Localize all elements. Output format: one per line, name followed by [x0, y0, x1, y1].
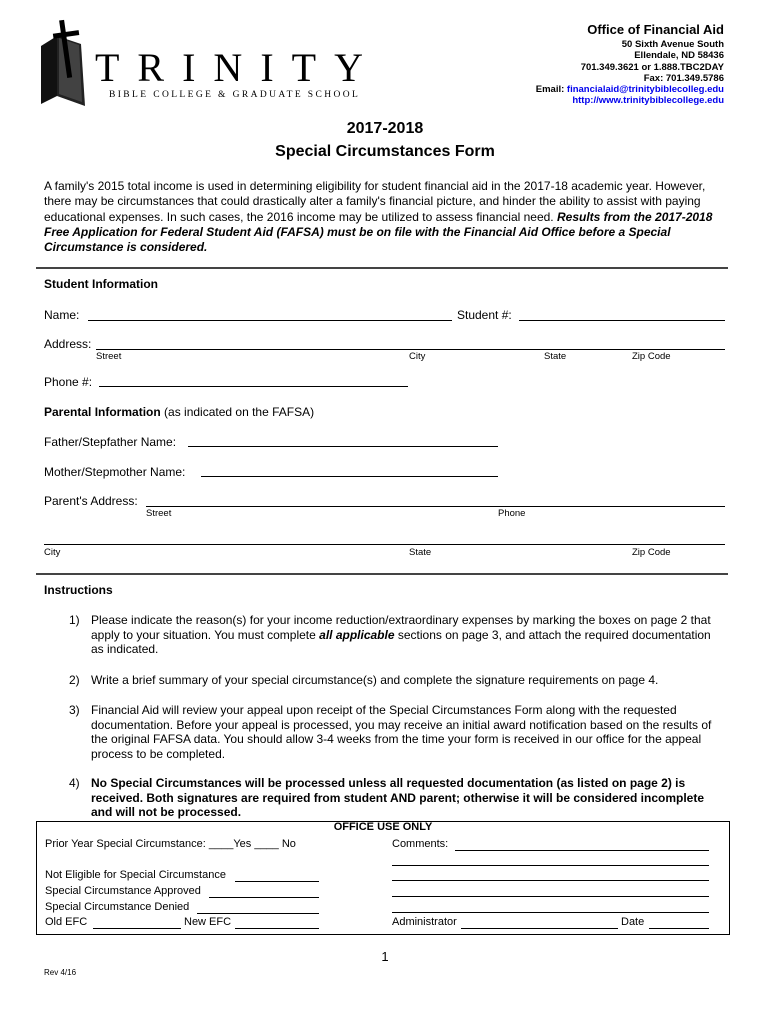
student-info-heading: Student Information [44, 277, 158, 291]
comments-label: Comments: [392, 838, 449, 850]
name-label: Name: [44, 308, 80, 322]
comments-line-1[interactable] [455, 850, 709, 851]
parent-address-field[interactable] [146, 506, 725, 507]
form-year: 2017-2018 [346, 120, 424, 137]
comments-line-3[interactable] [392, 880, 709, 881]
instruction-number: 2) [69, 673, 80, 687]
state-caption: State [544, 351, 567, 362]
intro-paragraph [44, 179, 724, 255]
mother-name-field[interactable] [201, 476, 498, 477]
instructions-heading: Instructions [44, 583, 113, 597]
father-label: Father/Stepfather Name: [44, 435, 177, 449]
instruction-text: No Special Circumstances will be processed unless all requested documentation (as listed on page 2) is received. Both signatures are required from student AND parent; otherwise it will be considered incomplete and will not be processed. [91, 776, 705, 820]
approved-label: Special Circumstance Approved [45, 885, 201, 897]
comments-line-2[interactable] [392, 865, 709, 866]
administrator-field[interactable] [461, 928, 618, 929]
parent-info-heading-row [44, 405, 314, 419]
parent-address-label: Parent's Address: [44, 494, 138, 508]
instruction-text-cont: sections on page 3, and attach the required documentation as indicated. [91, 627, 711, 657]
instruction-text: Financial Aid will review your appeal upon receipt of the Special Circumstances Form along with the requested documentation. Before your appeal is processed, you may receive an initial award notification based on the results of the original FAFSA data. You should allow 3-4 weeks from the time your form is received in our office for the appeal process to be completed. [91, 703, 712, 761]
office-use-heading: OFFICE USE ONLY [333, 821, 433, 833]
intro-text: A family's 2015 total income is used in determining eligibility for student financial aid in the 2017-18 academic year. However, there may be circumstances that could drastically alter a family's financial picture, and hinder the ability to assist with paying educational expenses. In such cases, the 2016 income may be utilized to assess financial need. [44, 179, 706, 224]
denied-field[interactable] [197, 913, 319, 914]
mother-label: Mother/Stepmother Name: [44, 465, 186, 479]
old-efc-field[interactable] [93, 928, 181, 929]
parent-zip-caption: Zip Code [632, 547, 671, 558]
form-title: Special Circumstances Form [275, 143, 495, 160]
new-efc-field[interactable] [235, 928, 319, 929]
comments-line-5[interactable] [392, 912, 709, 913]
logo-word: TRINITY [95, 45, 381, 90]
office-use-box [36, 821, 730, 935]
office-contact [424, 39, 724, 107]
instruction-item [69, 673, 724, 688]
parent-city-field[interactable] [44, 544, 725, 545]
parent-state-caption: State [409, 547, 432, 558]
divider [36, 267, 728, 269]
office-address-1: 50 Sixth Avenue South [621, 39, 724, 50]
instruction-item [69, 613, 724, 657]
comments-line-4[interactable] [392, 896, 709, 897]
parent-info-heading: Parental Information [44, 405, 161, 419]
instruction-item [69, 703, 724, 761]
new-efc-label: New EFC [184, 916, 232, 928]
instruction-number: 1) [69, 613, 80, 627]
date-label: Date [621, 916, 645, 928]
father-name-field[interactable] [188, 446, 498, 447]
instruction-text: Please indicate the reason(s) for your income reduction/extraordinary expenses by marking the boxes on page 2 that apply to your situation. You must complete [91, 613, 711, 642]
intro-bold-text: Results from the 2017-2018 Free Application for Federal Student Aid (FAFSA) must be on file with the Financial Aid Office before a Special Circumstance is considered. [44, 209, 713, 255]
instruction-text: Write a brief summary of your special circumstance(s) and complete the signature requirements on page 4. [91, 673, 659, 687]
not-eligible-label: Not Eligible for Special Circumstance [45, 869, 226, 881]
street-caption: Street [96, 351, 122, 362]
denied-label: Special Circumstance Denied [45, 901, 190, 913]
address-label: Address: [44, 337, 92, 351]
trinity-logo [37, 18, 397, 108]
old-efc-label: Old EFC [45, 916, 88, 928]
student-number-field[interactable] [519, 320, 725, 321]
office-title: Office of Financial Aid [587, 22, 724, 37]
email-link[interactable]: financialaid@trinitybiblecolleg.edu [566, 84, 724, 96]
zip-caption: Zip Code [632, 351, 671, 362]
instruction-number: 4) [69, 776, 80, 790]
parent-info-note: (as indicated on the FAFSA) [164, 405, 315, 419]
instruction-item [69, 776, 724, 820]
instruction-emphasis: all applicable [319, 627, 395, 642]
parent-city-caption: City [44, 547, 61, 558]
cross-book-icon [37, 18, 89, 108]
date-field[interactable] [649, 928, 709, 929]
parent-street-caption: Street [146, 508, 172, 519]
divider [36, 573, 728, 575]
city-caption: City [409, 351, 426, 362]
office-phone: 701.349.3621 or 1.888.TBC2DAY [580, 61, 724, 73]
office-address-2: Ellendale, ND 58436 [634, 50, 724, 62]
student-address-field[interactable] [96, 349, 725, 350]
parent-phone-caption: Phone [498, 508, 526, 519]
logo-tagline: BIBLE COLLEGE & GRADUATE SCHOOL [109, 90, 361, 100]
phone-label: Phone #: [44, 375, 93, 389]
website-link[interactable]: http://www.trinitybiblecollege.edu [572, 95, 724, 107]
email-label: Email: [535, 84, 565, 96]
revision-label: Rev 4/16 [44, 968, 77, 977]
page-number: 1 [381, 949, 389, 964]
office-email-row [424, 84, 724, 95]
office-fax: Fax: 701.349.5786 [643, 72, 724, 84]
website-row [424, 95, 724, 106]
student-number-label: Student #: [457, 308, 512, 322]
prior-year-label: Prior Year Special Circumstance: ____Yes ____ No [45, 838, 296, 850]
not-eligible-field[interactable] [235, 881, 319, 882]
student-phone-field[interactable] [99, 386, 408, 387]
student-name-field[interactable] [88, 320, 452, 321]
approved-field[interactable] [209, 897, 319, 898]
administrator-label: Administrator [392, 916, 457, 928]
instruction-number: 3) [69, 703, 80, 717]
